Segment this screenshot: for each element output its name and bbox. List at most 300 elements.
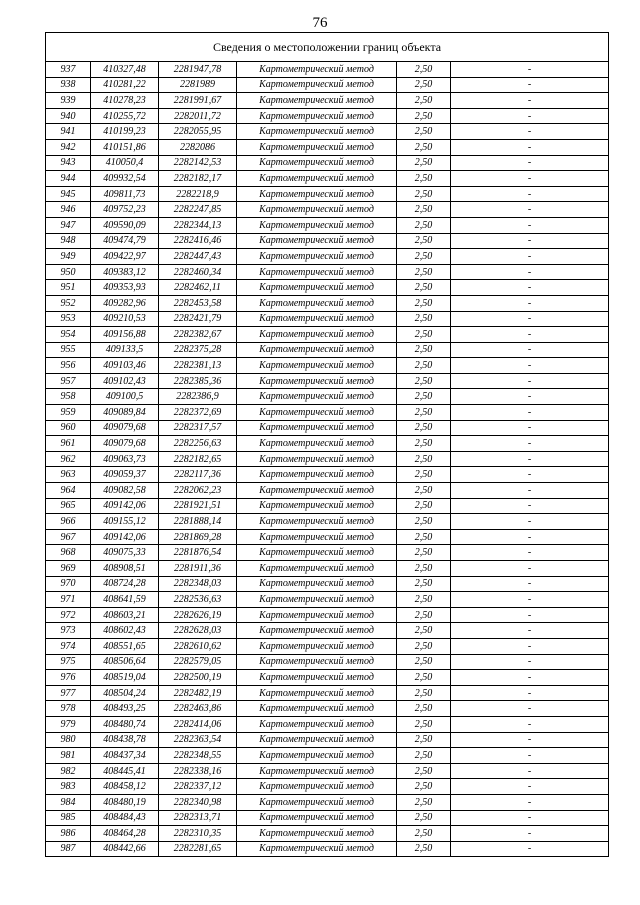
point-number-cell: 937 xyxy=(46,62,91,78)
method-cell: Картометрический метод xyxy=(237,748,397,764)
y-coordinate-cell: 2282372,69 xyxy=(159,405,237,421)
description-cell: - xyxy=(451,826,609,842)
x-coordinate-cell: 408437,34 xyxy=(91,748,159,764)
description-cell: - xyxy=(451,623,609,639)
point-number-cell: 947 xyxy=(46,217,91,233)
method-cell: Картометрический метод xyxy=(237,342,397,358)
description-cell: - xyxy=(451,93,609,109)
y-coordinate-cell: 2282348,03 xyxy=(159,576,237,592)
method-cell: Картометрический метод xyxy=(237,420,397,436)
x-coordinate-cell: 409383,12 xyxy=(91,264,159,280)
table-row xyxy=(46,576,609,592)
point-number-cell: 974 xyxy=(46,638,91,654)
point-number-cell: 986 xyxy=(46,826,91,842)
method-cell: Картометрический метод xyxy=(237,451,397,467)
description-cell: - xyxy=(451,436,609,452)
accuracy-cell: 2,50 xyxy=(397,358,451,374)
table-row xyxy=(46,171,609,187)
point-number-cell: 941 xyxy=(46,124,91,140)
description-cell: - xyxy=(451,327,609,343)
table-title: Сведения о местоположении границ объекта xyxy=(46,33,609,62)
description-cell: - xyxy=(451,264,609,280)
x-coordinate-cell: 409142,06 xyxy=(91,529,159,545)
point-number-cell: 960 xyxy=(46,420,91,436)
point-number-cell: 942 xyxy=(46,139,91,155)
table-row xyxy=(46,514,609,530)
x-coordinate-cell: 408551,65 xyxy=(91,638,159,654)
description-cell: - xyxy=(451,794,609,810)
method-cell: Картометрический метод xyxy=(237,514,397,530)
table-row xyxy=(46,264,609,280)
x-coordinate-cell: 408458,12 xyxy=(91,779,159,795)
x-coordinate-cell: 410199,23 xyxy=(91,124,159,140)
y-coordinate-cell: 2282536,63 xyxy=(159,592,237,608)
x-coordinate-cell: 409103,46 xyxy=(91,358,159,374)
accuracy-cell: 2,50 xyxy=(397,420,451,436)
method-cell: Картометрический метод xyxy=(237,841,397,857)
table-row xyxy=(46,108,609,124)
table-row xyxy=(46,62,609,78)
table-title-row xyxy=(46,33,609,62)
y-coordinate-cell: 2282363,54 xyxy=(159,732,237,748)
y-coordinate-cell: 2282628,03 xyxy=(159,623,237,639)
point-number-cell: 971 xyxy=(46,592,91,608)
x-coordinate-cell: 409811,73 xyxy=(91,186,159,202)
y-coordinate-cell: 2281991,67 xyxy=(159,93,237,109)
accuracy-cell: 2,50 xyxy=(397,77,451,93)
method-cell: Картометрический метод xyxy=(237,327,397,343)
x-coordinate-cell: 408506,64 xyxy=(91,654,159,670)
table-row xyxy=(46,327,609,343)
point-number-cell: 983 xyxy=(46,779,91,795)
point-number-cell: 981 xyxy=(46,748,91,764)
y-coordinate-cell: 2282386,9 xyxy=(159,389,237,405)
method-cell: Картометрический метод xyxy=(237,732,397,748)
y-coordinate-cell: 2282218,9 xyxy=(159,186,237,202)
accuracy-cell: 2,50 xyxy=(397,295,451,311)
x-coordinate-cell: 408442,66 xyxy=(91,841,159,857)
x-coordinate-cell: 408603,21 xyxy=(91,607,159,623)
accuracy-cell: 2,50 xyxy=(397,654,451,670)
accuracy-cell: 2,50 xyxy=(397,280,451,296)
method-cell: Картометрический метод xyxy=(237,467,397,483)
table-row xyxy=(46,467,609,483)
y-coordinate-cell: 2282385,36 xyxy=(159,373,237,389)
point-number-cell: 973 xyxy=(46,623,91,639)
accuracy-cell: 2,50 xyxy=(397,467,451,483)
y-coordinate-cell: 2282182,65 xyxy=(159,451,237,467)
method-cell: Картометрический метод xyxy=(237,498,397,514)
x-coordinate-cell: 408480,74 xyxy=(91,716,159,732)
point-number-cell: 975 xyxy=(46,654,91,670)
y-coordinate-cell: 2282182,17 xyxy=(159,171,237,187)
method-cell: Картометрический метод xyxy=(237,545,397,561)
method-cell: Картометрический метод xyxy=(237,654,397,670)
y-coordinate-cell: 2282256,63 xyxy=(159,436,237,452)
table-row xyxy=(46,716,609,732)
accuracy-cell: 2,50 xyxy=(397,451,451,467)
method-cell: Картометрический метод xyxy=(237,607,397,623)
accuracy-cell: 2,50 xyxy=(397,592,451,608)
table-row xyxy=(46,810,609,826)
table-row xyxy=(46,124,609,140)
y-coordinate-cell: 2282579,05 xyxy=(159,654,237,670)
description-cell: - xyxy=(451,732,609,748)
method-cell: Картометрический метод xyxy=(237,93,397,109)
x-coordinate-cell: 409932,54 xyxy=(91,171,159,187)
accuracy-cell: 2,50 xyxy=(397,607,451,623)
description-cell: - xyxy=(451,607,609,623)
point-number-cell: 976 xyxy=(46,670,91,686)
y-coordinate-cell: 2282447,43 xyxy=(159,249,237,265)
accuracy-cell: 2,50 xyxy=(397,264,451,280)
accuracy-cell: 2,50 xyxy=(397,685,451,701)
x-coordinate-cell: 409079,68 xyxy=(91,436,159,452)
y-coordinate-cell: 2282340,98 xyxy=(159,794,237,810)
accuracy-cell: 2,50 xyxy=(397,529,451,545)
x-coordinate-cell: 409063,73 xyxy=(91,451,159,467)
table-body xyxy=(46,33,609,857)
x-coordinate-cell: 410151,86 xyxy=(91,139,159,155)
x-coordinate-cell: 409100,5 xyxy=(91,389,159,405)
accuracy-cell: 2,50 xyxy=(397,701,451,717)
method-cell: Картометрический метод xyxy=(237,295,397,311)
description-cell: - xyxy=(451,763,609,779)
point-number-cell: 951 xyxy=(46,280,91,296)
description-cell: - xyxy=(451,545,609,561)
boundary-coordinates-table xyxy=(45,32,609,857)
point-number-cell: 948 xyxy=(46,233,91,249)
y-coordinate-cell: 2281947,78 xyxy=(159,62,237,78)
accuracy-cell: 2,50 xyxy=(397,233,451,249)
table-row xyxy=(46,654,609,670)
point-number-cell: 956 xyxy=(46,358,91,374)
point-number-cell: 984 xyxy=(46,794,91,810)
accuracy-cell: 2,50 xyxy=(397,498,451,514)
point-number-cell: 944 xyxy=(46,171,91,187)
point-number-cell: 970 xyxy=(46,576,91,592)
y-coordinate-cell: 2282482,19 xyxy=(159,685,237,701)
x-coordinate-cell: 408602,43 xyxy=(91,623,159,639)
accuracy-cell: 2,50 xyxy=(397,779,451,795)
accuracy-cell: 2,50 xyxy=(397,139,451,155)
description-cell: - xyxy=(451,561,609,577)
method-cell: Картометрический метод xyxy=(237,436,397,452)
description-cell: - xyxy=(451,716,609,732)
accuracy-cell: 2,50 xyxy=(397,373,451,389)
x-coordinate-cell: 409210,53 xyxy=(91,311,159,327)
accuracy-cell: 2,50 xyxy=(397,716,451,732)
accuracy-cell: 2,50 xyxy=(397,155,451,171)
point-number-cell: 987 xyxy=(46,841,91,857)
method-cell: Картометрический метод xyxy=(237,576,397,592)
description-cell: - xyxy=(451,810,609,826)
table-row xyxy=(46,186,609,202)
description-cell: - xyxy=(451,342,609,358)
y-coordinate-cell: 2281911,36 xyxy=(159,561,237,577)
y-coordinate-cell: 2282142,53 xyxy=(159,155,237,171)
accuracy-cell: 2,50 xyxy=(397,124,451,140)
x-coordinate-cell: 409474,79 xyxy=(91,233,159,249)
method-cell: Картометрический метод xyxy=(237,670,397,686)
point-number-cell: 965 xyxy=(46,498,91,514)
y-coordinate-cell: 2282062,23 xyxy=(159,483,237,499)
y-coordinate-cell: 2282344,13 xyxy=(159,217,237,233)
y-coordinate-cell: 2282375,28 xyxy=(159,342,237,358)
description-cell: - xyxy=(451,186,609,202)
x-coordinate-cell: 408480,19 xyxy=(91,794,159,810)
accuracy-cell: 2,50 xyxy=(397,514,451,530)
x-coordinate-cell: 408493,25 xyxy=(91,701,159,717)
table-row xyxy=(46,405,609,421)
point-number-cell: 945 xyxy=(46,186,91,202)
description-cell: - xyxy=(451,483,609,499)
y-coordinate-cell: 2281989 xyxy=(159,77,237,93)
point-number-cell: 972 xyxy=(46,607,91,623)
table-row xyxy=(46,139,609,155)
point-number-cell: 943 xyxy=(46,155,91,171)
point-number-cell: 953 xyxy=(46,311,91,327)
point-number-cell: 955 xyxy=(46,342,91,358)
method-cell: Картометрический метод xyxy=(237,311,397,327)
method-cell: Картометрический метод xyxy=(237,233,397,249)
table-row xyxy=(46,561,609,577)
table-row xyxy=(46,685,609,701)
x-coordinate-cell: 409075,33 xyxy=(91,545,159,561)
x-coordinate-cell: 409590,09 xyxy=(91,217,159,233)
method-cell: Картометрический метод xyxy=(237,405,397,421)
y-coordinate-cell: 2282281,65 xyxy=(159,841,237,857)
point-number-cell: 962 xyxy=(46,451,91,467)
point-number-cell: 977 xyxy=(46,685,91,701)
x-coordinate-cell: 409102,43 xyxy=(91,373,159,389)
description-cell: - xyxy=(451,420,609,436)
description-cell: - xyxy=(451,451,609,467)
x-coordinate-cell: 409422,97 xyxy=(91,249,159,265)
method-cell: Картометрический метод xyxy=(237,685,397,701)
method-cell: Картометрический метод xyxy=(237,280,397,296)
accuracy-cell: 2,50 xyxy=(397,249,451,265)
point-number-cell: 969 xyxy=(46,561,91,577)
y-coordinate-cell: 2282416,46 xyxy=(159,233,237,249)
description-cell: - xyxy=(451,233,609,249)
x-coordinate-cell: 409155,12 xyxy=(91,514,159,530)
table-row xyxy=(46,498,609,514)
table-row xyxy=(46,358,609,374)
accuracy-cell: 2,50 xyxy=(397,327,451,343)
accuracy-cell: 2,50 xyxy=(397,108,451,124)
accuracy-cell: 2,50 xyxy=(397,311,451,327)
point-number-cell: 940 xyxy=(46,108,91,124)
table-row xyxy=(46,841,609,857)
description-cell: - xyxy=(451,389,609,405)
accuracy-cell: 2,50 xyxy=(397,561,451,577)
table-row xyxy=(46,93,609,109)
accuracy-cell: 2,50 xyxy=(397,342,451,358)
y-coordinate-cell: 2282421,79 xyxy=(159,311,237,327)
point-number-cell: 978 xyxy=(46,701,91,717)
description-cell: - xyxy=(451,592,609,608)
description-cell: - xyxy=(451,311,609,327)
table-row xyxy=(46,763,609,779)
point-number-cell: 959 xyxy=(46,405,91,421)
y-coordinate-cell: 2282317,57 xyxy=(159,420,237,436)
y-coordinate-cell: 2282338,16 xyxy=(159,763,237,779)
method-cell: Картометрический метод xyxy=(237,826,397,842)
method-cell: Картометрический метод xyxy=(237,249,397,265)
description-cell: - xyxy=(451,405,609,421)
y-coordinate-cell: 2282462,11 xyxy=(159,280,237,296)
table-row xyxy=(46,202,609,218)
description-cell: - xyxy=(451,467,609,483)
x-coordinate-cell: 409282,96 xyxy=(91,295,159,311)
point-number-cell: 968 xyxy=(46,545,91,561)
y-coordinate-cell: 2282011,72 xyxy=(159,108,237,124)
x-coordinate-cell: 409752,23 xyxy=(91,202,159,218)
x-coordinate-cell: 408438,78 xyxy=(91,732,159,748)
y-coordinate-cell: 2282463,86 xyxy=(159,701,237,717)
point-number-cell: 950 xyxy=(46,264,91,280)
y-coordinate-cell: 2282348,55 xyxy=(159,748,237,764)
y-coordinate-cell: 2282610,62 xyxy=(159,638,237,654)
method-cell: Картометрический метод xyxy=(237,202,397,218)
accuracy-cell: 2,50 xyxy=(397,389,451,405)
description-cell: - xyxy=(451,155,609,171)
method-cell: Картометрический метод xyxy=(237,358,397,374)
x-coordinate-cell: 410281,22 xyxy=(91,77,159,93)
method-cell: Картометрический метод xyxy=(237,264,397,280)
accuracy-cell: 2,50 xyxy=(397,93,451,109)
method-cell: Картометрический метод xyxy=(237,716,397,732)
accuracy-cell: 2,50 xyxy=(397,794,451,810)
table-row xyxy=(46,217,609,233)
point-number-cell: 964 xyxy=(46,483,91,499)
description-cell: - xyxy=(451,295,609,311)
accuracy-cell: 2,50 xyxy=(397,826,451,842)
x-coordinate-cell: 408724,28 xyxy=(91,576,159,592)
method-cell: Картометрический метод xyxy=(237,623,397,639)
x-coordinate-cell: 408445,41 xyxy=(91,763,159,779)
y-coordinate-cell: 2282626,19 xyxy=(159,607,237,623)
description-cell: - xyxy=(451,202,609,218)
description-cell: - xyxy=(451,685,609,701)
x-coordinate-cell: 409079,68 xyxy=(91,420,159,436)
description-cell: - xyxy=(451,498,609,514)
y-coordinate-cell: 2282086 xyxy=(159,139,237,155)
table-row xyxy=(46,638,609,654)
table-row xyxy=(46,451,609,467)
page-number: 76 xyxy=(312,15,328,31)
y-coordinate-cell: 2282453,58 xyxy=(159,295,237,311)
point-number-cell: 939 xyxy=(46,93,91,109)
method-cell: Картометрический метод xyxy=(237,561,397,577)
y-coordinate-cell: 2282117,36 xyxy=(159,467,237,483)
y-coordinate-cell: 2282313,71 xyxy=(159,810,237,826)
x-coordinate-cell: 410050,4 xyxy=(91,155,159,171)
y-coordinate-cell: 2282414,06 xyxy=(159,716,237,732)
point-number-cell: 966 xyxy=(46,514,91,530)
table-row xyxy=(46,77,609,93)
accuracy-cell: 2,50 xyxy=(397,62,451,78)
description-cell: - xyxy=(451,171,609,187)
method-cell: Картометрический метод xyxy=(237,62,397,78)
description-cell: - xyxy=(451,217,609,233)
description-cell: - xyxy=(451,77,609,93)
table-row xyxy=(46,623,609,639)
method-cell: Картометрический метод xyxy=(237,171,397,187)
method-cell: Картометрический метод xyxy=(237,483,397,499)
description-cell: - xyxy=(451,249,609,265)
x-coordinate-cell: 410278,23 xyxy=(91,93,159,109)
point-number-cell: 954 xyxy=(46,327,91,343)
y-coordinate-cell: 2281869,28 xyxy=(159,529,237,545)
table-row xyxy=(46,233,609,249)
table-row xyxy=(46,342,609,358)
method-cell: Картометрический метод xyxy=(237,139,397,155)
y-coordinate-cell: 2282500,19 xyxy=(159,670,237,686)
description-cell: - xyxy=(451,62,609,78)
method-cell: Картометрический метод xyxy=(237,108,397,124)
y-coordinate-cell: 2281921,51 xyxy=(159,498,237,514)
description-cell: - xyxy=(451,529,609,545)
x-coordinate-cell: 408464,28 xyxy=(91,826,159,842)
table-row xyxy=(46,701,609,717)
accuracy-cell: 2,50 xyxy=(397,202,451,218)
description-cell: - xyxy=(451,280,609,296)
x-coordinate-cell: 408641,59 xyxy=(91,592,159,608)
description-cell: - xyxy=(451,841,609,857)
point-number-cell: 946 xyxy=(46,202,91,218)
point-number-cell: 957 xyxy=(46,373,91,389)
x-coordinate-cell: 410255,72 xyxy=(91,108,159,124)
table-row xyxy=(46,295,609,311)
table-row xyxy=(46,826,609,842)
method-cell: Картометрический метод xyxy=(237,373,397,389)
x-coordinate-cell: 408908,51 xyxy=(91,561,159,577)
x-coordinate-cell: 408504,24 xyxy=(91,685,159,701)
description-cell: - xyxy=(451,670,609,686)
x-coordinate-cell: 408519,04 xyxy=(91,670,159,686)
method-cell: Картометрический метод xyxy=(237,124,397,140)
y-coordinate-cell: 2282310,35 xyxy=(159,826,237,842)
description-cell: - xyxy=(451,358,609,374)
description-cell: - xyxy=(451,701,609,717)
x-coordinate-cell: 408484,43 xyxy=(91,810,159,826)
point-number-cell: 938 xyxy=(46,77,91,93)
accuracy-cell: 2,50 xyxy=(397,670,451,686)
accuracy-cell: 2,50 xyxy=(397,810,451,826)
description-cell: - xyxy=(451,124,609,140)
table-row xyxy=(46,732,609,748)
method-cell: Картометрический метод xyxy=(237,217,397,233)
table-row xyxy=(46,607,609,623)
accuracy-cell: 2,50 xyxy=(397,217,451,233)
accuracy-cell: 2,50 xyxy=(397,623,451,639)
description-cell: - xyxy=(451,654,609,670)
y-coordinate-cell: 2281876,54 xyxy=(159,545,237,561)
table-row xyxy=(46,779,609,795)
x-coordinate-cell: 409059,37 xyxy=(91,467,159,483)
accuracy-cell: 2,50 xyxy=(397,841,451,857)
method-cell: Картометрический метод xyxy=(237,77,397,93)
accuracy-cell: 2,50 xyxy=(397,576,451,592)
accuracy-cell: 2,50 xyxy=(397,748,451,764)
point-number-cell: 958 xyxy=(46,389,91,405)
table-row xyxy=(46,670,609,686)
point-number-cell: 949 xyxy=(46,249,91,265)
point-number-cell: 963 xyxy=(46,467,91,483)
y-coordinate-cell: 2281888,14 xyxy=(159,514,237,530)
